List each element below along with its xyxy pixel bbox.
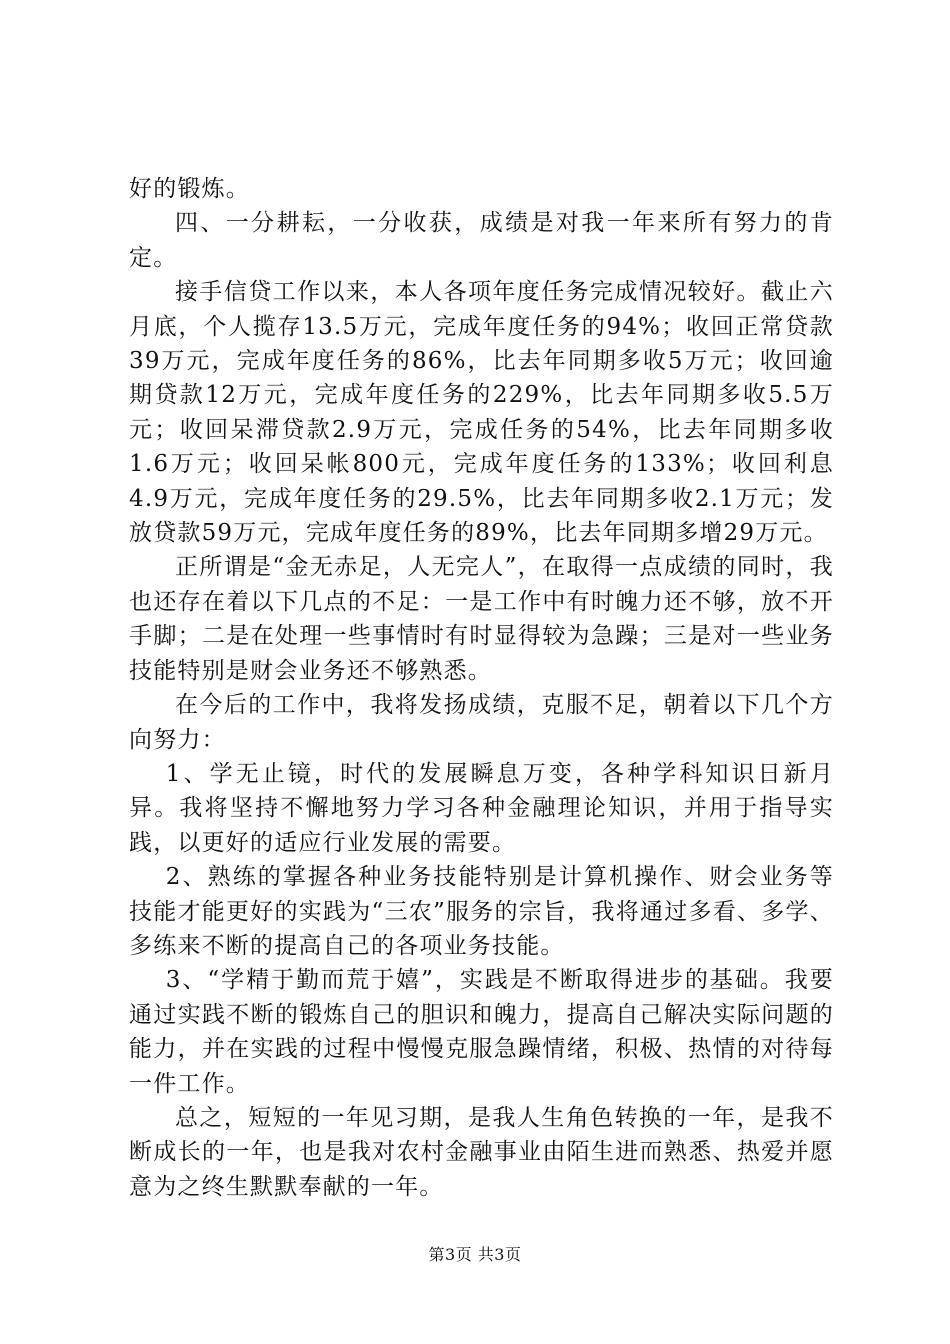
body-text bbox=[129, 172, 834, 1204]
paragraph-1: 好的锻炼。 bbox=[129, 176, 250, 202]
list-item-1: 1、学无止镜，时代的发展瞬息万变，各种学科知识日新月异。我将坚持不懈地努力学习各种金融理论知识，并用于指导实践，以更好的适应行业发展的需要。 bbox=[129, 760, 834, 856]
paragraph-3: 接手信贷工作以来，本人各项年度任务完成情况较好。截止六月底，个人揽存13.5万元，完成年度任务的94%；收回正常贷款39万元，完成年度任务的86%，比去年同期多收5万元；收回逾期贷款12万元，完成年度任务的229%，比去年同期多收5.5万元；收回呆滞贷款2.9万元，完成任务的54%，比去年同期多收1.6万元；收回呆帐800元，完成年度任务的133%；收回利息4.9万元，完成年度任务的29.5%，比去年同期多收2.1万元；发放贷款59万元，完成年度任务的89%，比去年同期多增29万元。 bbox=[129, 279, 834, 547]
paragraph-conclusion: 总之，短短的一年见习期，是我人生角色转换的一年，是我不断成长的一年，也是我对农村金融事业由陌生进而熟悉、热爱并愿意为之终生默默奉献的一年。 bbox=[129, 1104, 834, 1200]
page-number: 第3页 共3页 bbox=[428, 1245, 522, 1264]
paragraph-5: 在今后的工作中，我将发扬成绩，克服不足，朝着以下几个方向努力： bbox=[129, 692, 834, 753]
list-item-3: 3、“学精于勤而荒于嬉”，实践是不断取得进步的基础。我要通过实践不断的锻炼自己的胆识和魄力，提高自己解决实际问题的能力，并在实践的过程中慢慢克服急躁情绪，积极、热情的对待每一件工作。 bbox=[129, 967, 834, 1097]
paragraph-2: 四、一分耕耘，一分收获，成绩是对我一年来所有努力的肯定。 bbox=[129, 210, 834, 271]
paragraph-4: 正所谓是“金无赤足，人无完人”，在取得一点成绩的同时，我也还存在着以下几点的不足：一是工作中有时魄力还不够，放不开手脚；二是在处理一些事情时有时显得较为急躁；三是对一些业务技能特别是财会业务还不够熟悉。 bbox=[129, 554, 834, 684]
list-item-2: 2、熟练的掌握各种业务技能特别是计算机操作、财会业务等技能才能更好的实践为“三农”服务的宗旨，我将通过多看、多学、多练来不断的提高自己的各项业务技能。 bbox=[129, 864, 834, 959]
page-footer bbox=[0, 1245, 950, 1265]
